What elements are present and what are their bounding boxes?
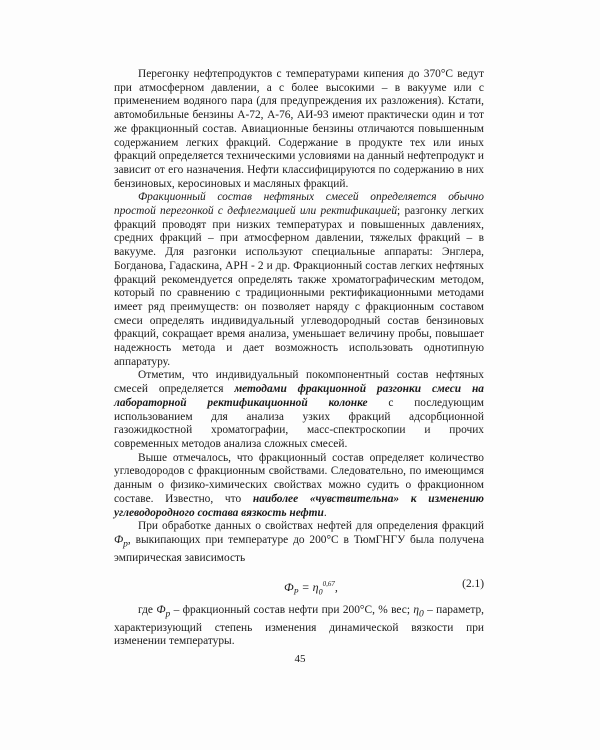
paragraph-3-start: Отметим, что индивидуальный покомпонентный состав нефтяных смесей определяется <box>114 369 484 396</box>
equation-2-1 <box>114 572 484 600</box>
formula-equals: = <box>298 579 313 594</box>
equation-number: (2.1) <box>462 577 484 590</box>
where-text-1: – фракционный состав нефти при 200°С, % вес; <box>170 603 414 616</box>
formula-explanation <box>114 604 484 649</box>
paragraph-1-text: Перегонку нефтепродуктов с температурами кипения до 370°С ведут при атмосферном давлении, а с более высокими – в вакууме или с применением водяного пара (для предупреждения их разложения). Кстати, автомобильные бензины А-72, А-76, АИ-93 имеют практически один и тот же фракционный состав. Авиационные бензины отличаются повышенным содержанием легких фракций. Содержание в продукте тех или иных фракций определяется техническими условиями на данный нефтепродукт и зависит от его назначения. Нефти классифицируются по содержанию в них бензиновых, керосиновых и масляных фракций. <box>114 68 484 190</box>
paragraph-5-text: , выкипающих при температуре до 200°С в ТюмГНГУ была получена эмпирическая зависимость <box>114 533 484 564</box>
formula-base-subscript: 0 <box>318 586 323 596</box>
where-eta-subscript: 0 <box>419 608 424 619</box>
text-body <box>114 68 484 649</box>
formula-lhs: Ф <box>284 579 294 594</box>
paragraph-4-emphasis: наиболее «чувствительна» к изменению углеводородного состава вязкость нефти <box>114 492 484 519</box>
where-text-2: – параметр, характеризующий степень изменения динамической вязкости при изменении температуры. <box>114 603 484 648</box>
where-phi-subscript: р <box>165 608 171 619</box>
where-phi: Ф <box>156 603 166 616</box>
paragraph-2-italic: Фракционный состав нефтяных смесей определяется обычно простой перегонкой с дефлегмацией или ректификацией <box>114 191 484 218</box>
phi-symbol: Ф <box>114 533 124 546</box>
paragraph-2-text: ; разгонку легких фракций проводят при низких температурах и повышенных давлениях, средних фракций – при атмосферном давлении, тяжелых фракций – в вакууме. Для разгонки используют специальные аппараты: Энглера, Богданова, Гадаскина, АРН - 2 и др. Фракционный состав легких нефтяных фракций рекомендуется определять также хроматографическим методом, который по сравнению с традиционными ректификационными методами имеет ряд преимуществ: он позволяет наряду с фракционным составом смеси определять индивидуальный углеводородный состав бензиновых фракций, сокращает время анализа, уменьшает величину пробы, повышает надежность метода и дает возможность использовать однотипную аппаратуру. <box>114 205 484 368</box>
where-symbol-2 <box>413 603 424 619</box>
phi-subscript: р <box>123 539 128 550</box>
paragraph-2 <box>114 191 484 369</box>
paragraph-4-start: Выше отмечалось, что фракционный состав определяет количество углеводородов с фракционным свойствами. Следовательно, по имеющимся данным о физико-химических свойствах можно судить о фракционном составе. Известно, что <box>114 451 484 505</box>
paragraph-5 <box>114 520 484 565</box>
where-eta: η <box>413 603 419 616</box>
paragraph-4-end: . <box>323 506 327 519</box>
paragraph-5-start: При обработке данных о свойствах нефтей для определения фракций <box>138 520 484 533</box>
formula-lhs-subscript: Р <box>293 586 299 596</box>
where-symbol-1 <box>156 603 171 619</box>
formula <box>284 578 338 599</box>
paragraph-1 <box>114 68 484 191</box>
formula-base: η <box>312 579 319 594</box>
paragraph-3 <box>114 369 484 451</box>
formula-exponent: 0,67 <box>322 579 335 588</box>
paragraph-3-text: с последующим использованием для анализа узких фракций адсорбционной газожидкостной хроматографии, масс-спектроскопии и прочих современных методов анализа сложных смесей. <box>114 396 484 450</box>
where-lead: где <box>138 603 157 616</box>
paragraph-5-symbol <box>114 533 128 550</box>
paragraph-4 <box>114 452 484 521</box>
formula-end: , <box>334 579 338 594</box>
page-number: 45 <box>294 653 306 665</box>
paragraph-3-emphasis: методами фракционной разгонки смеси на лабораторной ректификационной колонке <box>114 383 484 409</box>
